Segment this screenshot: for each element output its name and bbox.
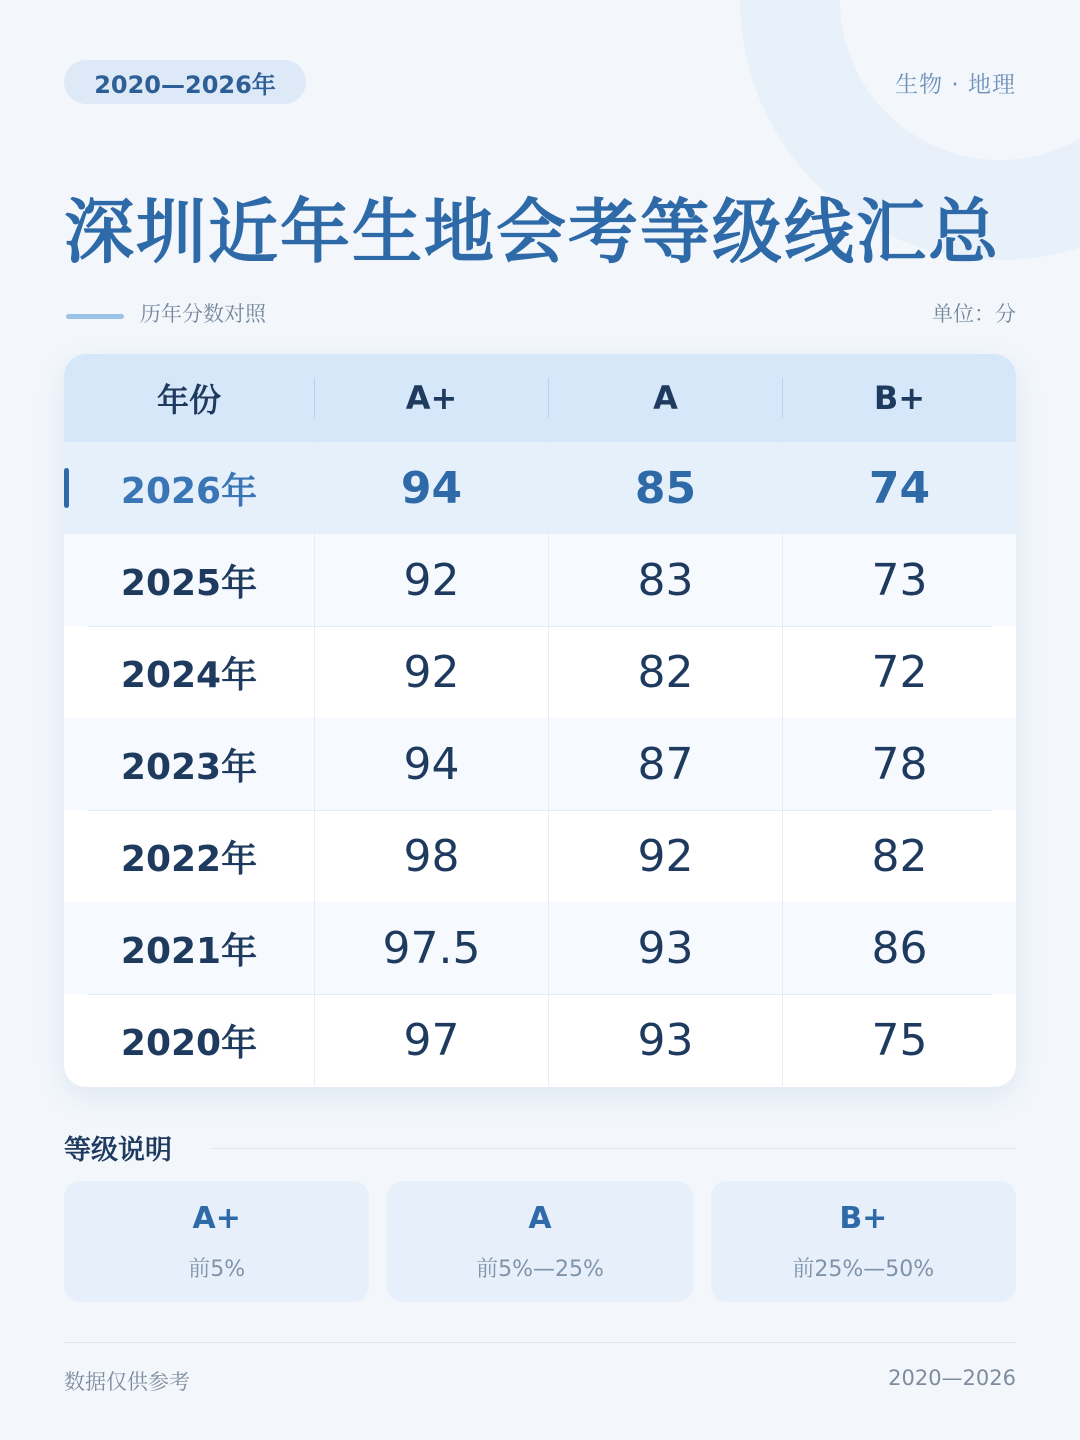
grade-card-a (387, 1181, 692, 1302)
year-cell: 2020年 (120, 1022, 258, 1064)
score-table (64, 354, 1016, 1087)
column-header-year: 年份 (156, 381, 221, 419)
a-plus-cell: 97.5 (314, 902, 548, 994)
year-range-tag: 2020—2026年 (64, 60, 306, 104)
year-cell: 2023年 (120, 746, 258, 788)
year-cell: 2025年 (120, 562, 258, 604)
table-row (64, 626, 1016, 718)
year-cell: 2021年 (120, 930, 258, 972)
a-plus-cell: 92 (314, 626, 548, 718)
b-plus-cell: 74 (782, 442, 1016, 534)
grade-description: 前5%—25% (476, 1256, 604, 1282)
grade-card-a-plus (64, 1181, 369, 1302)
grade-name: B+ (839, 1200, 888, 1236)
a-plus-cell: 92 (314, 534, 548, 626)
a-cell: 92 (548, 810, 782, 902)
b-plus-cell: 78 (782, 718, 1016, 810)
year-cell: 2026年 (120, 470, 258, 512)
table-row (64, 994, 1016, 1086)
grade-description: 前5% (188, 1256, 246, 1282)
a-plus-cell: 98 (314, 810, 548, 902)
a-plus-cell: 94 (314, 442, 548, 534)
unit-label: 单位：分 (932, 302, 1016, 326)
section-divider (212, 1148, 1016, 1149)
b-plus-cell: 72 (782, 626, 1016, 718)
grade-description: 前25%—50% (792, 1256, 935, 1282)
table-row (64, 718, 1016, 810)
b-plus-cell: 86 (782, 902, 1016, 994)
grade-section-title: 等级说明 (64, 1135, 172, 1166)
column-header-a-plus: A+ (314, 378, 548, 418)
b-plus-cell: 75 (782, 994, 1016, 1086)
a-cell: 93 (548, 994, 782, 1086)
page-title: 深圳近年生地会考等级线汇总 (64, 191, 1000, 273)
a-cell: 87 (548, 718, 782, 810)
subtitle-accent-line (66, 314, 124, 319)
grade-legend (64, 1181, 1016, 1302)
footer-range: 2020—2026 (888, 1366, 1016, 1390)
footer-divider (64, 1342, 1016, 1343)
b-plus-cell: 82 (782, 810, 1016, 902)
footer-note: 数据仅供参考 (64, 1370, 190, 1394)
year-cell: 2024年 (120, 654, 258, 696)
b-plus-cell: 73 (782, 534, 1016, 626)
grade-card-b-plus (711, 1181, 1016, 1302)
column-header-b-plus: B+ (782, 378, 1016, 418)
a-plus-cell: 94 (314, 718, 548, 810)
table-header (64, 354, 1016, 442)
grade-name: A (528, 1200, 552, 1236)
a-cell: 85 (548, 442, 782, 534)
a-cell: 82 (548, 626, 782, 718)
grade-name: A+ (192, 1200, 241, 1236)
table-row (64, 902, 1016, 994)
table-row (64, 442, 1016, 534)
a-cell: 83 (548, 534, 782, 626)
table-row (64, 810, 1016, 902)
a-plus-cell: 97 (314, 994, 548, 1086)
table-row (64, 534, 1016, 626)
column-header-a: A (548, 378, 782, 418)
highlight-marker (64, 468, 69, 508)
a-cell: 93 (548, 902, 782, 994)
subjects-label: 生物 · 地理 (895, 72, 1016, 98)
subtitle: 历年分数对照 (140, 302, 266, 326)
year-cell: 2022年 (120, 838, 258, 880)
